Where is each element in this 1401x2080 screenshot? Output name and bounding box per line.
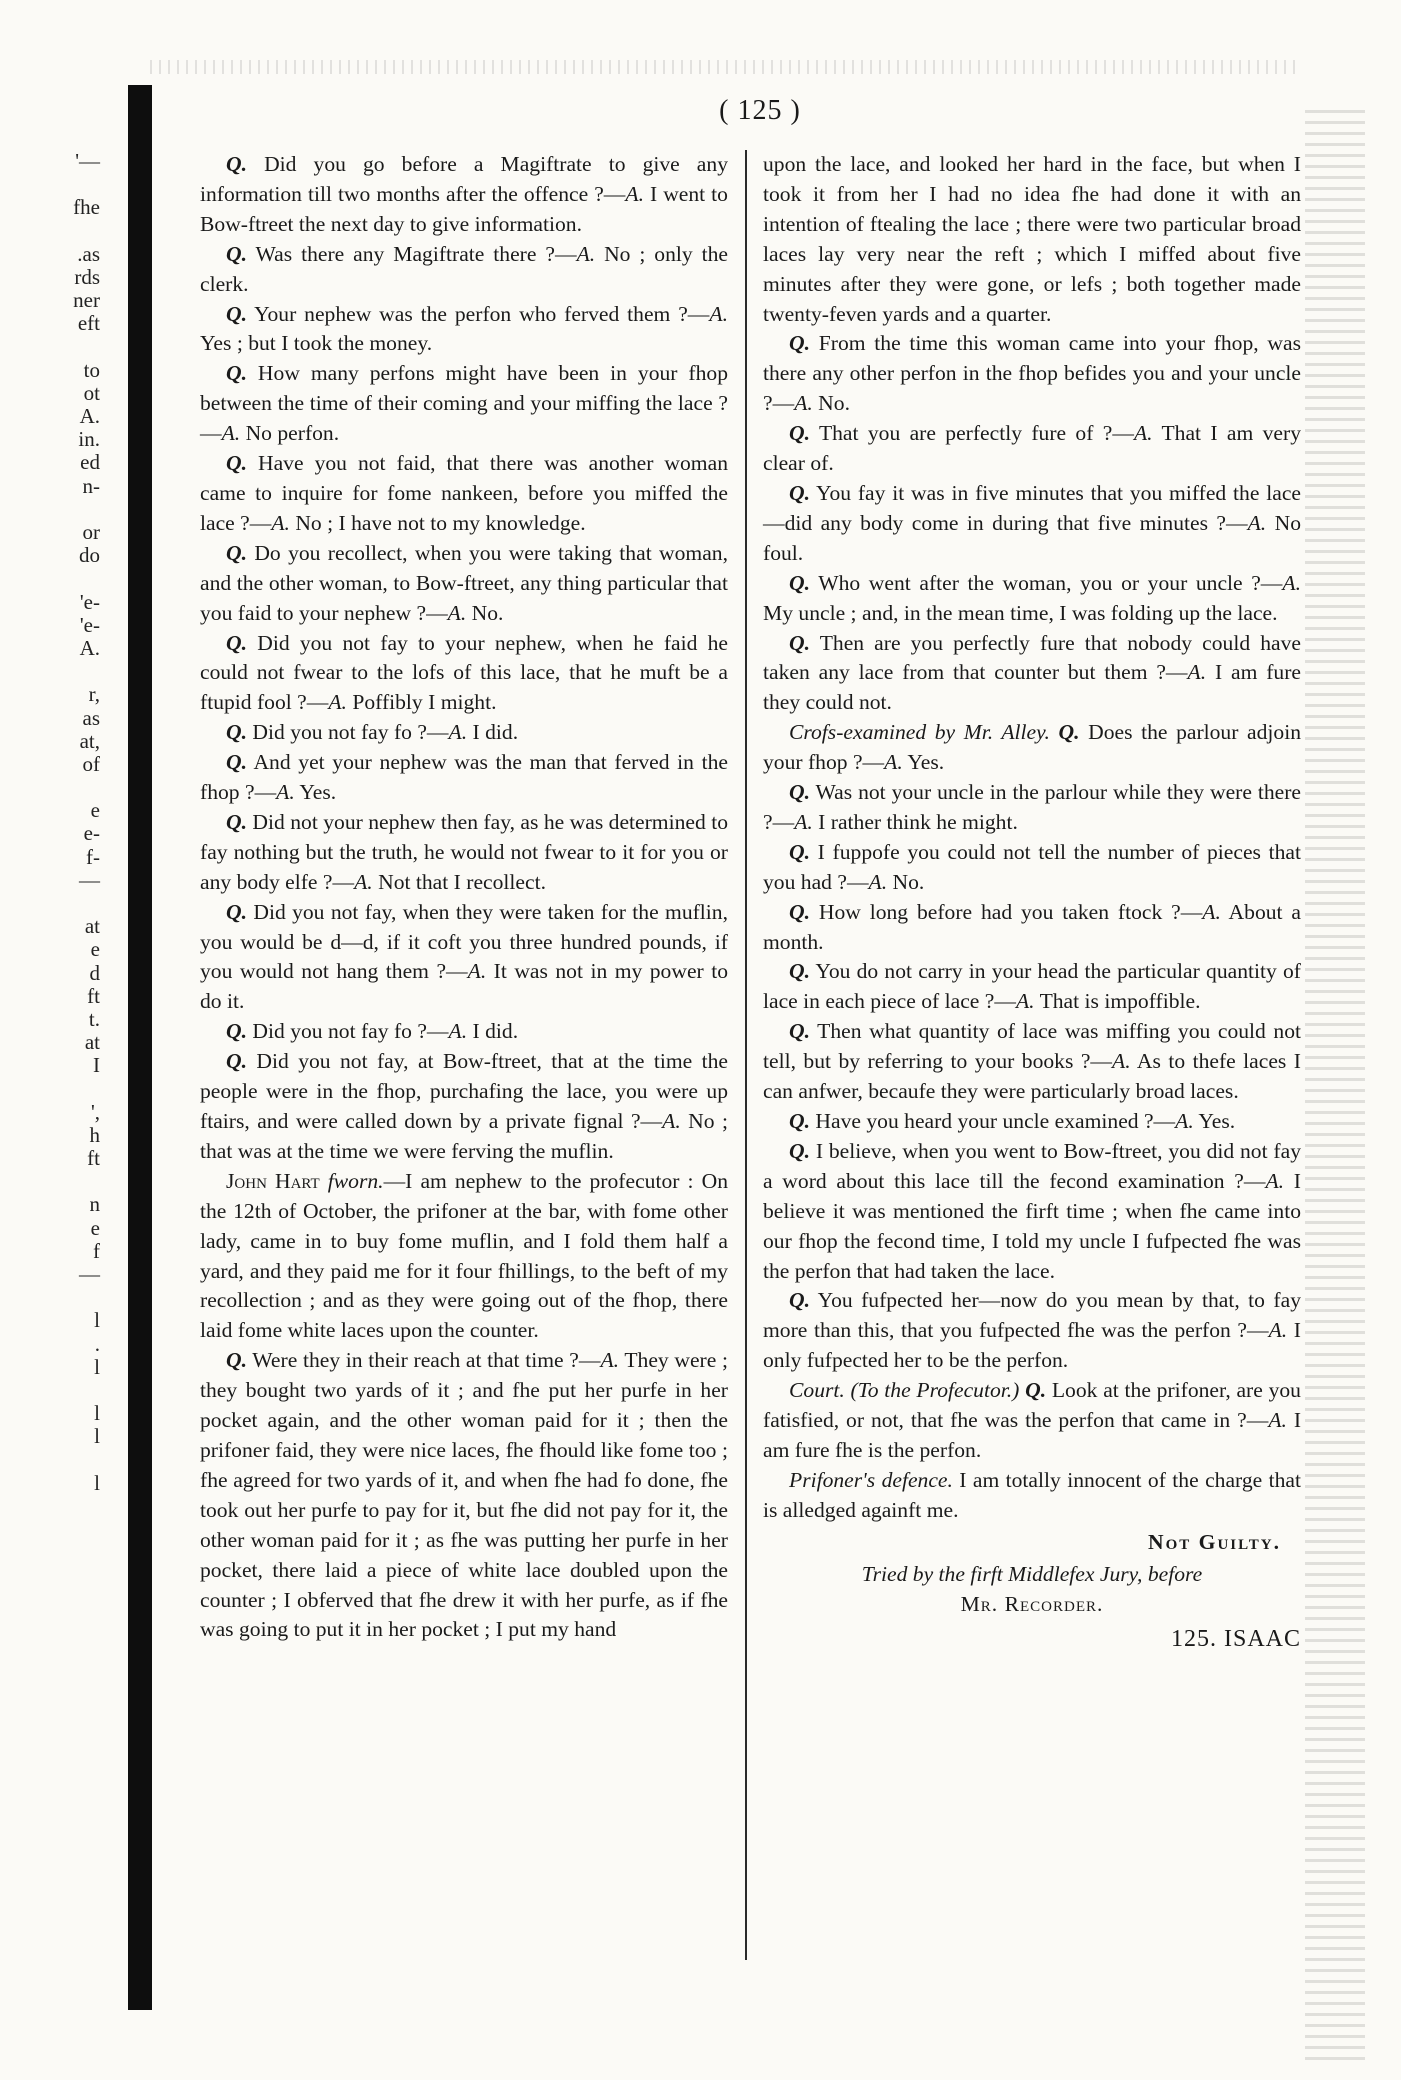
margin-fragment: e (90, 798, 100, 823)
paragraph-text: Did you not fay, when they were taken for the muflin, you would be d—d, if it coft you three hundred pounds, if you would not hang them ?— (200, 899, 728, 984)
paragraph-text: upon the lace, and looked her hard in the face, but when I took it from her I had no idea fhe had done it with an intention of ftealing the lace ; there were two particular broad laces lay very near the reft ; which I miffed about five minutes after they were gone, or lefs ; both together made twenty-feven yards and a quarter. (763, 152, 1301, 326)
paragraph-text: Was not your uncle in the parlour while they were there ?— (763, 780, 1301, 834)
paragraph (200, 1346, 728, 1645)
question-marker: Q. (789, 780, 810, 805)
question-marker: Q. (226, 540, 247, 565)
answer-marker: A. (794, 809, 813, 834)
question-marker: Q. (789, 421, 810, 446)
question-marker: Q. (789, 331, 810, 356)
margin-fragment (0, 892, 100, 915)
answer-marker: A. (328, 690, 347, 715)
margin-fragment: at (84, 914, 100, 939)
margin-fragment: eft (77, 311, 100, 336)
answer-text: I rather think he might. (812, 809, 1018, 834)
answer-text: They were ; they bought two yards of it ; and fhe put her purfe in her pocket again, and the other woman paid for it ; then the prifoner faid, they were nice laces, fhe fhould like fome too ; fhe agreed for two yards of it, and when fhe had fo done, fhe took out her purfe to pay for it, but fhe did not pay for it, the other woman paid for it ; as fhe was putting her purfe in her pocket, there laid a piece of white lace doubled upon the counter ; I obferved that fhe drew it with her purfe, as if fhe was going to put it in her pocket ; I put my hand (200, 1348, 728, 1642)
paragraph-text: Does the parlour adjoin your fhop ?— (763, 720, 1301, 775)
paragraph-text: Did you not fay fo ?— (247, 720, 449, 745)
answer-marker: A. (1282, 570, 1301, 595)
paragraph (200, 150, 728, 240)
paragraph-text: That you are perfectly fure of ?— (810, 421, 1134, 446)
question-marker: Q. (226, 720, 247, 745)
paragraph-text: Then what quantity of lace was miffing you could not tell, but by referring to your books ?— (763, 1019, 1301, 1074)
question-marker: Q. (226, 1348, 247, 1373)
paragraph (200, 359, 728, 449)
paragraph (763, 1017, 1301, 1107)
question-marker: Q. (226, 750, 247, 775)
margin-fragment: l (94, 1401, 100, 1426)
tried-by (763, 1560, 1301, 1620)
margin-fragment: h (89, 1122, 100, 1147)
answer-marker: A. (276, 780, 295, 805)
paragraph (200, 300, 728, 360)
margin-fragment: rds (74, 264, 100, 289)
paragraph-text: —I am nephew to the profecutor : On the 12th of October, the prifoner at the bar, with fome other lady, came in to buy fome muflin, and I fold them half a yard, and they paid me for it four fhillings, to the beft of my recollection ; and as they were going out of the fhop, there laid fome white laces upon the counter. (200, 1168, 728, 1343)
paragraph (200, 748, 728, 808)
margin-fragment: '— (75, 149, 100, 173)
margin-fragment: I (93, 1053, 100, 1078)
question-marker: Q. (789, 1138, 810, 1163)
question-marker: Q. (226, 152, 247, 176)
margin-fragment: ot (83, 380, 100, 405)
answer-marker: A. (576, 241, 596, 266)
question-marker: Q. (226, 809, 247, 834)
answer-text: Yes. (1193, 1109, 1236, 1133)
margin-fragment: . (94, 1331, 100, 1356)
column-divider (745, 150, 747, 1960)
answer-marker: A. (467, 959, 487, 984)
question-marker: Q. (1058, 720, 1080, 745)
margin-fragment: f- (86, 844, 100, 869)
margin-fragment: e (90, 1215, 100, 1240)
margin-fragment: or (82, 520, 100, 544)
question-marker: Q. (226, 1049, 247, 1074)
book-spine-shadow (128, 85, 152, 2010)
question-marker: Q. (789, 1019, 810, 1044)
margin-fragment: do (79, 543, 100, 568)
answer-text: Yes. (902, 750, 945, 775)
margin-fragment: at, (79, 728, 100, 753)
paragraph-text: I fuppofe you could not tell the number of pieces that you had ?— (763, 839, 1301, 894)
catchword: 125. ISAAC (1170, 1626, 1301, 1653)
paragraph-text: You fay it was in five minutes that you miffed the lace—did any body come in during that five minutes ?— (763, 480, 1301, 535)
previous-page-margin-fragments (0, 150, 100, 1495)
margin-fragment: e (90, 937, 100, 962)
margin-fragment: as (82, 705, 100, 730)
paragraph (200, 240, 728, 300)
answer-text: That I am very clear of. (763, 421, 1301, 476)
question-marker: Q. (789, 1109, 810, 1133)
answer-text: No. (887, 869, 925, 894)
question-marker: Q. (226, 301, 247, 326)
margin-fragment: e- (83, 821, 100, 846)
paragraph (763, 419, 1301, 479)
question-marker: Q. (226, 451, 247, 476)
paragraph (763, 1286, 1301, 1376)
question-marker: Q. (1025, 1378, 1047, 1403)
answer-marker: A. (1175, 1109, 1194, 1133)
paragraph (200, 1017, 728, 1047)
answer-text: No ; that was at the time we were ferving the muflin. (200, 1109, 728, 1163)
margin-fragment (0, 1170, 100, 1193)
answer-marker: A. (271, 510, 290, 535)
paragraph (763, 778, 1301, 838)
paragraph (763, 957, 1301, 1017)
paragraph-text: Do you recollect, when you were taking that woman, and the other woman, to Bow-ftreet, any thing particular that you faid to your nephew ?— (200, 540, 728, 625)
answer-marker: A. (600, 1348, 620, 1373)
paragraph (763, 718, 1301, 778)
answer-marker: A. (1265, 1168, 1285, 1193)
paragraph-text: Have you heard your uncle examined ?— (810, 1109, 1176, 1133)
answer-marker: A. (625, 181, 644, 206)
question-marker: Q. (789, 480, 810, 505)
margin-fragment (0, 1078, 100, 1101)
answer-text: No. (466, 600, 504, 625)
answer-marker: A. (1015, 989, 1035, 1014)
paragraph-text: Did you not fay to your nephew, when he faid he could not fwear to the lofs of this lace, that he muft be a ftupid fool ?— (200, 630, 728, 715)
margin-fragment: .as (77, 241, 100, 266)
answer-text: I am fure fhe is the perfon. (763, 1408, 1302, 1462)
margin-fragment: ft (87, 983, 100, 1008)
paragraph (200, 449, 728, 539)
answer-text: My uncle ; and, in the mean time, I was folding up the lace. (763, 600, 1278, 625)
answer-text: I am fure they could not. (763, 660, 1302, 715)
margin-fragment: A. (79, 404, 100, 429)
paragraph-text: Look at the prifoner, are you fatisfied, or not, that fhe was the perfon that came in ?— (763, 1378, 1301, 1433)
answer-marker: A. (1268, 1318, 1288, 1343)
paragraph-text: I am totally innocent of the charge that is alledged againft me. (763, 1467, 1301, 1522)
answer-text: It was not in my power to do it. (200, 959, 728, 1014)
answer-text: I only fufpected her to be the perfon. (763, 1318, 1302, 1373)
answer-marker: A. (221, 421, 241, 446)
margin-fragment: r, (88, 682, 100, 707)
paragraph (763, 1466, 1301, 1526)
paragraph (763, 1376, 1301, 1466)
margin-fragment (0, 660, 100, 683)
scan-noise-top (150, 60, 1300, 74)
answer-marker: A. (1268, 1408, 1287, 1433)
margin-fragment (0, 1286, 100, 1309)
paragraph-text: Did you not fay fo ?— (247, 1019, 449, 1044)
margin-fragment: — (79, 1262, 100, 1286)
paragraph-text: You do not carry in your head the particular quantity of lace in each piece of lace ?— (763, 959, 1301, 1014)
right-column (763, 150, 1301, 1655)
margin-fragment: of (82, 751, 100, 776)
answer-text: About a month. (763, 899, 1301, 954)
margin-fragment: 'e- (79, 589, 100, 614)
tried-by-text: Tried by the firft Middlefex Jury, before (861, 1561, 1203, 1586)
paragraph (200, 1047, 728, 1167)
speaker-lead: Crofs-examined by Mr. Alley. (789, 720, 1059, 745)
answer-text: I went to Bow-ftreet the next day to give information. (200, 181, 728, 236)
margin-fragment (0, 1379, 100, 1402)
margin-fragment: l (94, 1424, 100, 1449)
answer-marker: A. (884, 750, 903, 775)
paragraph-text: Did you not fay, at Bow-ftreet, that at the time the people were in the fhop, purchafing the lace, you were up ftairs, and were called down by a private fignal ?— (200, 1049, 728, 1133)
answer-marker: A. (868, 869, 888, 894)
margin-fragment: f (93, 1238, 100, 1263)
sworn-note: fworn. (319, 1168, 384, 1193)
answer-text: No foul. (763, 510, 1301, 565)
recorder: Mr. Recorder. (960, 1591, 1104, 1616)
margin-fragment: n- (82, 473, 100, 498)
margin-fragment (0, 776, 100, 799)
verdict: Not Guilty. (1148, 1529, 1281, 1554)
answer-text: As to thefe laces I can anfwer, becaufe they were particularly broad laces. (763, 1049, 1301, 1104)
answer-marker: A. (662, 1109, 681, 1133)
question-marker: Q. (226, 241, 247, 266)
question-marker: Q. (789, 839, 810, 864)
speaker-lead: Prifoner's defence. (789, 1467, 960, 1492)
paragraph (763, 629, 1301, 719)
answer-text: Yes ; but I took the money. (200, 331, 433, 356)
paragraph-text: Were they in their reach at that time ?— (247, 1348, 601, 1373)
paragraph (763, 1137, 1301, 1287)
question-marker: Q. (789, 1288, 810, 1313)
paragraph-text: How long before had you taken ftock ?— (810, 899, 1203, 924)
margin-fragment (0, 567, 100, 590)
margin-fragment: A. (79, 635, 100, 660)
speaker-lead: Court. (To the Profecutor.) (789, 1378, 1026, 1403)
page-edge-right (1305, 110, 1365, 2060)
answer-marker: A. (1247, 510, 1267, 535)
margin-fragment: fhe (73, 195, 100, 220)
paragraph (763, 1107, 1301, 1137)
paragraph-text: Was there any Magiftrate there ?— (247, 241, 577, 266)
paragraph (763, 150, 1301, 329)
paragraph-text: I believe, when you went to Bow-ftreet, you did not fay a word about this lace till the fecond examination ?— (763, 1138, 1301, 1193)
paragraph-text: Then are you perfectly fure that nobody could have taken any lace from that counter but them ?— (763, 630, 1301, 685)
paragraph (200, 808, 728, 898)
paragraph (763, 479, 1301, 569)
answer-text: No. (812, 391, 850, 416)
page-number: ( 125 ) (719, 95, 801, 126)
margin-fragment: l (94, 1354, 100, 1379)
margin-fragment (0, 498, 100, 521)
right-column-text (763, 150, 1301, 1526)
answer-marker: A. (1187, 660, 1207, 685)
answer-marker: A. (1202, 899, 1221, 924)
question-marker: Q. (226, 899, 247, 924)
answer-marker: A. (709, 301, 728, 326)
paragraph-text: From the time this woman came into your fhop, was there any other perfon in the fhop befides you and your uncle ?— (763, 331, 1301, 416)
answer-marker: A. (1112, 1049, 1131, 1074)
paragraph (200, 718, 728, 748)
paragraph (200, 898, 728, 1018)
margin-fragment: ed (80, 450, 100, 475)
answer-text: Yes. (294, 780, 337, 805)
question-marker: Q. (226, 630, 247, 655)
margin-fragment: l (94, 1470, 100, 1495)
paragraph-text: And yet your nephew was the man that ferved in the fhop ?— (200, 750, 728, 805)
margin-fragment: ft (87, 1146, 100, 1171)
answer-marker: A. (794, 391, 813, 416)
answer-text: Poffibly I might. (346, 690, 497, 715)
margin-fragment: t. (88, 1006, 100, 1031)
question-marker: Q. (789, 570, 810, 595)
paragraph (763, 329, 1301, 419)
paragraph-text: Who went after the woman, you or your uncle ?— (810, 570, 1283, 595)
answer-marker: A. (1133, 421, 1153, 446)
margin-fragment: ', (90, 1099, 100, 1124)
paragraph (200, 629, 728, 719)
answer-text: No ; I have not to my knowledge. (289, 510, 586, 535)
paragraph (200, 539, 728, 629)
paragraph (763, 898, 1301, 958)
question-marker: Q. (789, 899, 810, 924)
question-marker: Q. (789, 959, 810, 984)
answer-text: I did. (467, 1019, 519, 1044)
answer-text: No ; only the clerk. (200, 241, 728, 296)
paragraph (200, 1167, 728, 1346)
answer-text: Not that I recollect. (372, 869, 546, 894)
answer-marker: A. (447, 600, 467, 625)
answer-text: I believe it was mentioned the firft time ; when fhe came into our fhop the fecond time, I told my uncle I fufpected fhe was the perfon that had taken the lace. (763, 1168, 1301, 1283)
paragraph-text: Did not your nephew then fay, as he was determined to fay nothing but the truth, he would not fwear to it for you or any body elfe ?— (200, 809, 728, 894)
paragraph-text: Have you not faid, that there was another woman came to inquire for fome nankeen, before you miffed the lace ?— (200, 451, 728, 535)
question-marker: Q. (789, 630, 810, 655)
paragraph-text: How many perfons might have been in your fhop between the time of their coming and your miffing the lace ?— (200, 361, 728, 446)
margin-fragment (0, 1449, 100, 1472)
margin-fragment (0, 220, 100, 243)
paragraph (763, 838, 1301, 898)
paragraph-text: Your nephew was the perfon who ferved them ?— (247, 301, 710, 326)
answer-marker: A. (448, 720, 468, 745)
answer-text: No perfon. (240, 421, 340, 446)
answer-text: That is impoffible. (1034, 989, 1201, 1014)
margin-fragment: 'e- (79, 612, 100, 637)
margin-fragment: l (94, 1308, 100, 1333)
answer-text: I did. (467, 720, 519, 745)
margin-fragment (0, 336, 100, 359)
paragraph-text: Did you go before a Magiftrate to give any information till two months after the offence ?— (200, 152, 728, 206)
witness-name: John Hart (226, 1168, 320, 1193)
margin-fragment: to (83, 357, 100, 382)
answer-marker: A. (354, 869, 373, 894)
margin-fragment: ner (73, 288, 100, 313)
margin-fragment: n (89, 1192, 100, 1217)
left-column (200, 150, 728, 1645)
question-marker: Q. (226, 1019, 247, 1044)
paragraph-text: You fufpected her—now do you mean by that, to fay more than this, that you fufpected fhe was the perfon ?— (763, 1288, 1301, 1343)
margin-fragment: — (79, 867, 100, 892)
margin-fragment: in. (78, 427, 100, 452)
answer-marker: A. (448, 1019, 468, 1044)
question-marker: Q. (226, 361, 247, 386)
margin-fragment: d (89, 960, 100, 985)
margin-fragment (0, 173, 100, 196)
paragraph (763, 569, 1301, 629)
margin-fragment: at (84, 1030, 100, 1055)
